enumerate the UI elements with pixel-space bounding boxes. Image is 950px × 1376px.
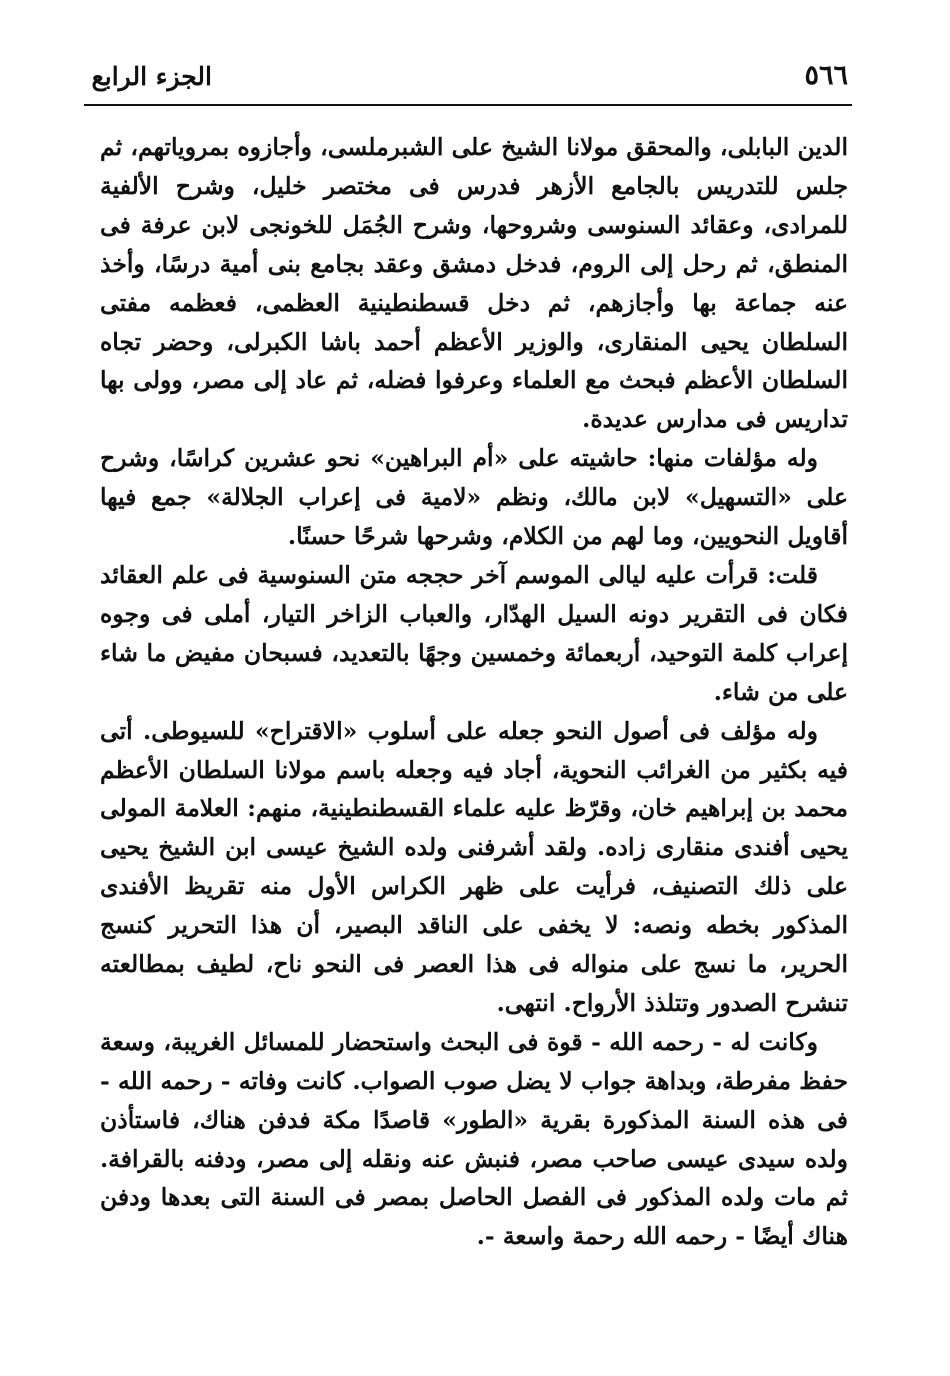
body-text [100, 128, 848, 1256]
paragraph: الدين البابلى، والمحقق مولانا الشيخ على الشبرملسى، وأجازوه بمروياتهم، ثم جلس للتدريس بالجامع الأزهر فدرس فى مختصر خليل، وشرح الألفية للمرادى، وعقائد السنوسى وشروحها، وشرح الجُمَل للخونجى لابن عرفة فى المنطق، ثم رحل إلى الروم، فدخل دمشق وعقد بجامع بنى أمية درسًا، وأخذ عنه جماعة بها وأجازهم، ثم دخل قسطنطينية العظمى، فعظمه مفتى السلطان يحيى المنقارى، والوزير الأعظم أحمد باشا الكبرلى، وحضر تجاه السلطان الأعظم فبحث مع العلماء وعرفوا فضله، ثم عاد إلى مصر، وولى بها تداريس فى مدارس عديدة. [100, 133, 848, 434]
running-header [84, 58, 852, 102]
paragraph: قلت: قرأت عليه ليالى الموسم آخر حججه متن السنوسية فى علم العقائد فكان فى التقرير دونه السيل الهدّار، والعباب الزاخر التيار، أملى فى وجوه إعراب كلمة التوحيد، أربعمائة وخمسين وجهًا بالتعديد، فسبحان مفيض ما شاء على من شاء. [100, 560, 848, 706]
volume-title: الجزء الرابع [91, 62, 212, 91]
paragraph: وله مؤلفات منها: حاشيته على «أم البراهين» نحو عشرين كراسًا، وشرح على «التسهيل» لابن مالك، ونظم «لامية فى إعراب الجلالة» جمع فيها أقاويل النحويين، وما لهم من الكلام، وشرحها شرحًا حسنًا. [100, 444, 848, 551]
paragraph: وله مؤلف فى أصول النحو جعله على أسلوب «الاقتراح» للسيوطى. أتى فيه بكثير من الغرائب النحوية، أجاد فيه وجعله باسم مولانا السلطان الأعظم محمد بن إبراهيم خان، وقرّظ عليه علماء القسطنطينية، منهم: العلامة المولى يحيى أفندى منقارى زاده. ولقد أشرفنى ولده الشيخ عيسى ابن الشيخ يحيى على ذلك التصنيف، فرأيت على ظهر الكراس الأول منه تقريظ الأفندى المذكور بخطه ونصه: لا يخفى على الناقد البصير، أن هذا التحرير كنسج الحرير، ما نسج على منواله فى هذا العصر فى النحو ناح، لطيف بمطالعته تنشرح الصدور وتتلذذ الأرواح. انتهى. [100, 716, 848, 1017]
paragraph: وكانت له - رحمه الله - قوة فى البحث واستحضار للمسائل الغريبة، وسعة حفظ مفرطة، وبداهة جواب لا يضل صوب الصواب. كانت وفاته - رحمه الله - فى هذه السنة المذكورة بقرية «الطور» قاصدًا مكة فدفن هناك، فاستأذن ولده سيدى عيسى صاحب مصر، فنبش عنه ونقله إلى مصر، ودفنه بالقرافة. ثم مات ولده المذكور فى الفصل الحاصل بمصر فى السنة التى بعدها ودفن هناك أيضًا - رحمه الله رحمة واسعة -. [100, 1027, 848, 1251]
header-divider [84, 104, 852, 106]
page-number: ٥٦٦ [804, 60, 848, 91]
